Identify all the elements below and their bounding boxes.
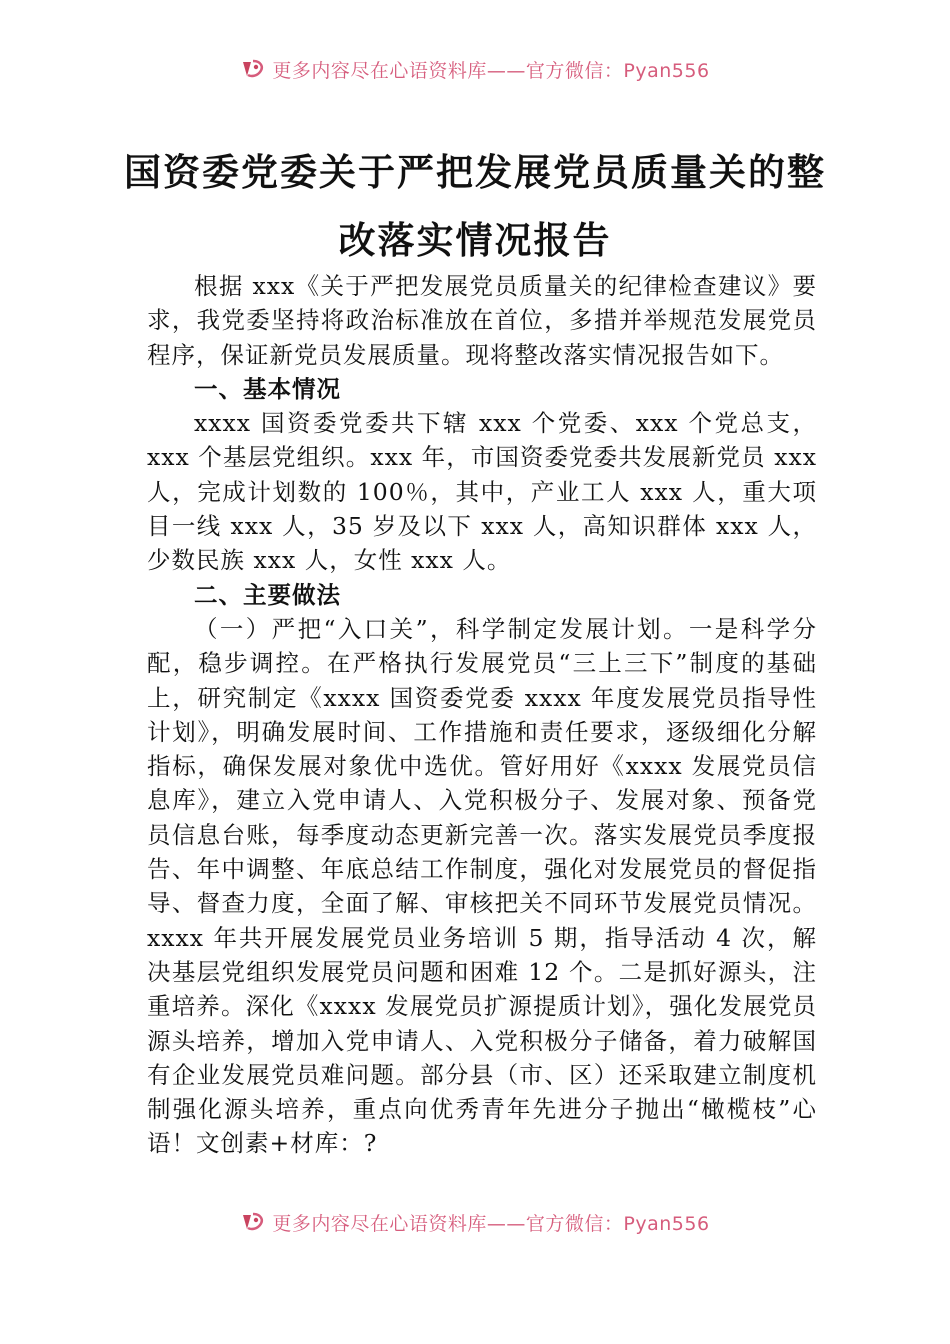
watermark-banner-top <box>0 54 950 84</box>
watermark-banner-bottom <box>0 1207 950 1237</box>
watermark-text: 更多内容尽在心语资料库——官方微信：Pyan556 <box>272 1212 710 1235</box>
section-practices-paragraph: （一）严把“入口关”，科学制定发展计划。一是科学分配，稳步调控。在严格执行发展党员“三上三下”制度的基础上，研究制定《xxxx 国资委党委 xxxx 年度发展党员指导性计划》，明确发展时间、工作措施和责任要求，逐级细化分解指标，确保发展对象优中选优。管好用好《xxxx 发展党员信息库》，建立入党申请人、入党积极分子、发展对象、预备党员信息台账，每季度动态更新完善一次。落实发展党员季度报告、年中调整、年底总结工作制度，强化对发展党员的督促指导、督查力度，全面了解、审核把关不同环节发展党员情况。xxxx 年共开展发展党员业务培训 5 期，指导活动 4 次，解决基层党组织发展党员问题和困难 12 个。二是抓好源头，注重培养。深化《xxxx 发展党员扩源提质计划》，强化发展党员源头培养，增加入党申请人、入党积极分子储备，着力破解国有企业发展党员难问题。部分县（市、区）还采取建立制度机制强化源头培养，重点向优秀青年先进分子抛出“橄榄枝”心语！文创素+材库：? <box>147 614 817 1158</box>
section-heading-practices: 二、主要做法 <box>194 580 341 609</box>
document-title-line-2: 改落实情况报告 <box>338 218 612 262</box>
document-body <box>147 269 817 1161</box>
section-basic-paragraph: xxxx 国资委党委共下辖 xxx 个党委、xxx 个党总支，xxx 个基层党组织。xxx 年，市国资委党委共发展新党员 xxx 人，完成计划数的 100％，其中，产业工人 xxx 人，重大项目一线 xxx 人，35 岁及以下 xxx 人，高知识群体 xxx 人，少数民族 xxx 人，女性 xxx 人。 <box>147 409 817 575</box>
logo-icon <box>240 58 266 80</box>
intro-paragraph: 根据 xxx《关于严把发展党员质量关的纪律检查建议》要求，我党委坚持将政治标准放在首位，多措并举规范发展党员程序，保证新党员发展质量。现将整改落实情况报告如下。 <box>147 272 817 369</box>
section-heading-basic: 一、基本情况 <box>194 374 341 403</box>
watermark-text: 更多内容尽在心语资料库——官方微信：Pyan556 <box>272 59 710 82</box>
logo-icon <box>240 1211 266 1233</box>
document-title-line-1: 国资委党委关于严把发展党员质量关的整 <box>124 150 826 194</box>
